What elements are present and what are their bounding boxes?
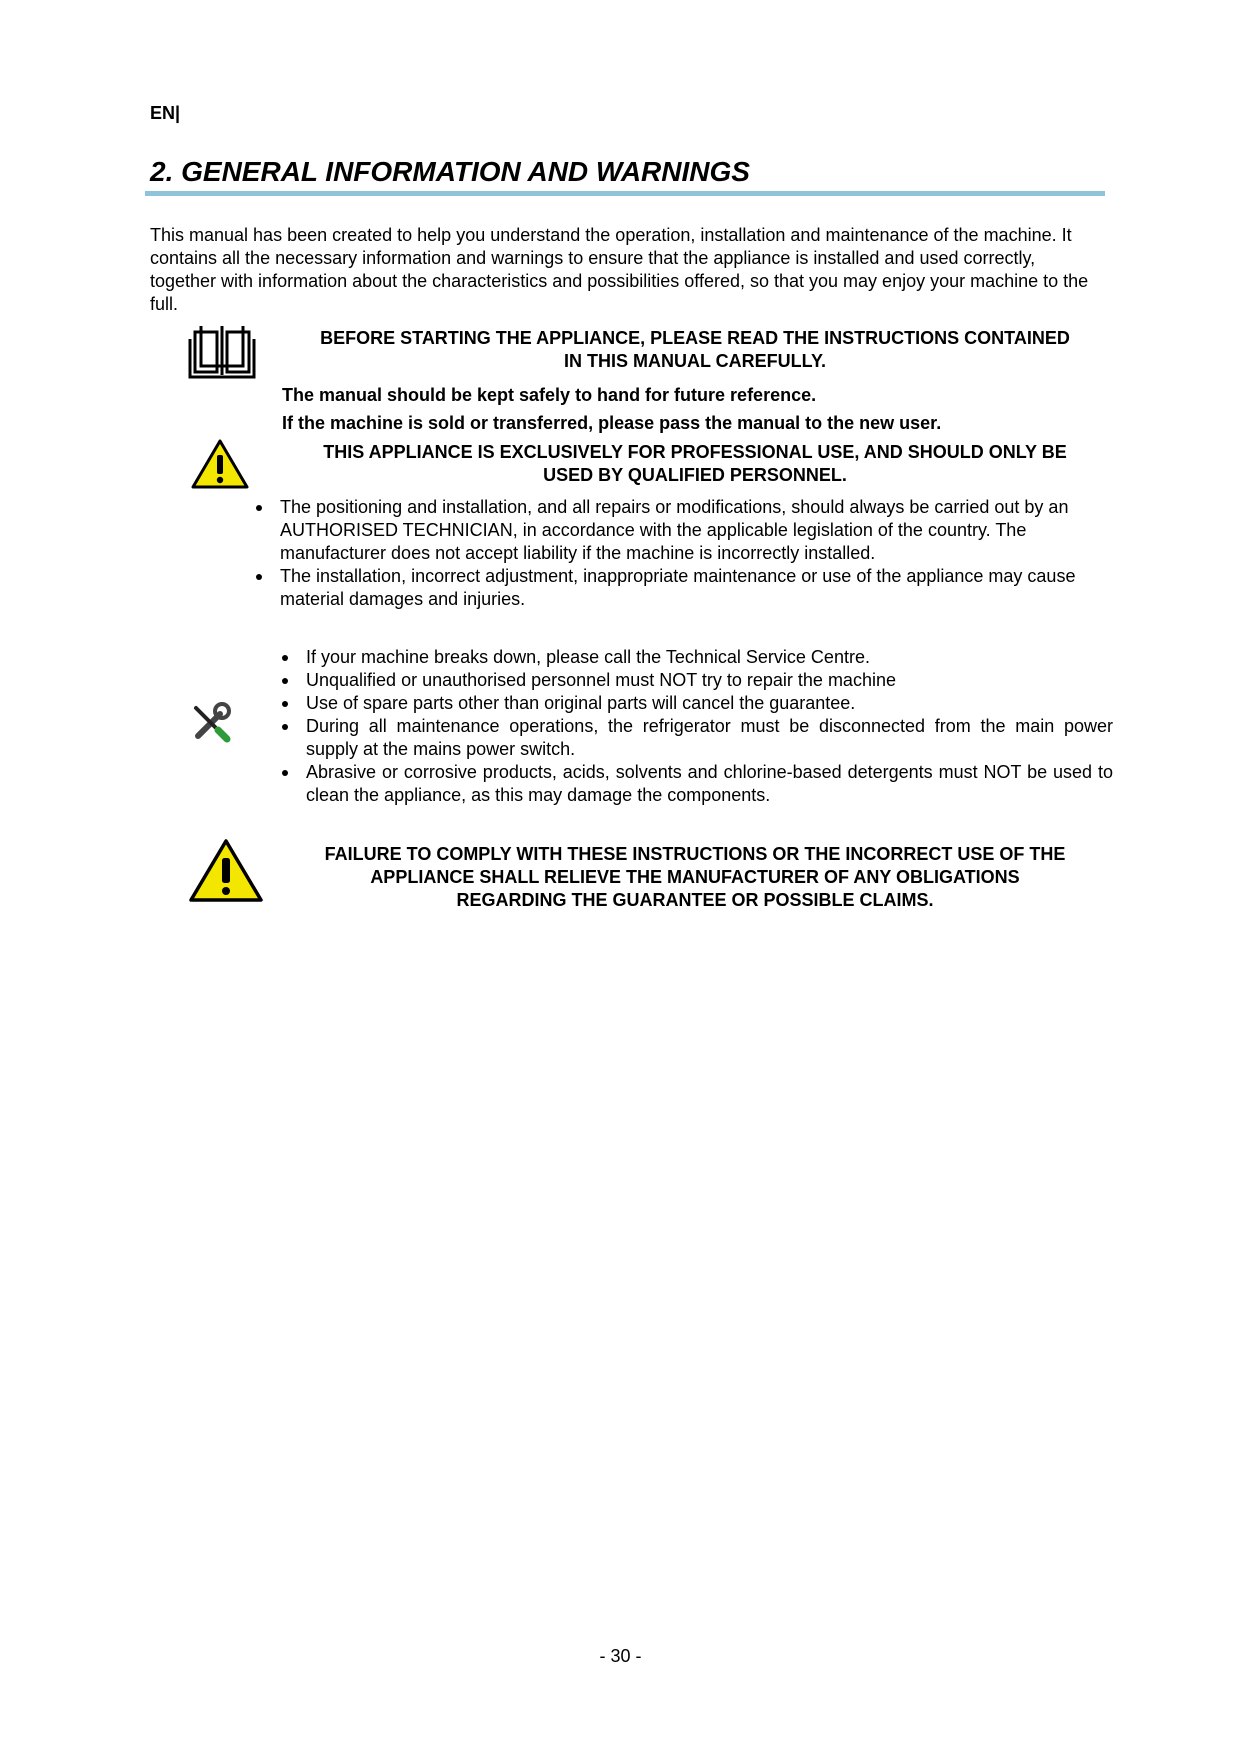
tools-icon	[190, 702, 232, 744]
warning-triangle-icon	[190, 438, 250, 490]
failure-warning-line3: REGARDING THE GUARANTEE OR POSSIBLE CLAIMS.	[456, 890, 934, 910]
list-item: During all maintenance operations, the refrigerator must be disconnected from the main power supply at the mains power switch.	[278, 715, 1113, 761]
warning-triangle-icon	[188, 838, 264, 904]
list-item: The installation, incorrect adjustment, inappropriate maintenance or use of the appliance may cause material damages and injuries.	[252, 565, 1112, 611]
list-item: If your machine breaks down, please call the Technical Service Centre.	[278, 646, 1113, 669]
professional-bullet-list	[252, 496, 1112, 611]
professional-heading-line2: USED BY QUALIFIED PERSONNEL.	[543, 465, 847, 485]
intro-paragraph: This manual has been created to help you understand the operation, installation and maintenance of the machine. It contains all the necessary information and warnings to ensure that the appliance is installed and used correctly, together with information about the characteristics and possibilities offered, so that you may enjoy your machine to the full.	[150, 225, 1089, 314]
language-marker: EN|	[150, 103, 181, 123]
failure-warning-line1: FAILURE TO COMPLY WITH THESE INSTRUCTIONS OR THE INCORRECT USE OF THE	[324, 844, 1066, 864]
manual-heading-line1: BEFORE STARTING THE APPLIANCE, PLEASE READ THE INSTRUCTIONS CONTAINED	[320, 328, 1070, 348]
failure-warning-line2: APPLIANCE SHALL RELIEVE THE MANUFACTURER OF ANY OBLIGATIONS	[370, 867, 1020, 887]
list-item: Unqualified or unauthorised personnel must NOT try to repair the machine	[278, 669, 1113, 692]
list-item: The positioning and installation, and all repairs or modifications, should always be carried out by an AUTHORISED TECHNICIAN, in accordance with the applicable legislation of the country. The manufacturer does not accept liability if the machine is incorrectly installed.	[252, 496, 1112, 565]
section-title: 2. GENERAL INFORMATION AND WARNINGS	[150, 156, 750, 187]
professional-heading-line1: THIS APPLIANCE IS EXCLUSIVELY FOR PROFESSIONAL USE, AND SHOULD ONLY BE	[323, 442, 1067, 462]
maintenance-bullet-list	[278, 646, 1113, 807]
page-number: - 30 -	[599, 1646, 642, 1666]
manual-heading-line2: IN THIS MANUAL CAREFULLY.	[563, 351, 826, 371]
list-item: Use of spare parts other than original parts will cancel the guarantee.	[278, 692, 1113, 715]
title-underline	[145, 191, 1105, 196]
keep-manual-note: The manual should be kept safely to hand for future reference.	[282, 385, 817, 405]
manual-book-icon	[187, 323, 257, 380]
list-item: Abrasive or corrosive products, acids, solvents and chlorine-based detergents must NOT be used to clean the appliance, as this may damage the components.	[278, 761, 1113, 807]
transfer-manual-note: If the machine is sold or transferred, please pass the manual to the new user.	[282, 413, 942, 433]
